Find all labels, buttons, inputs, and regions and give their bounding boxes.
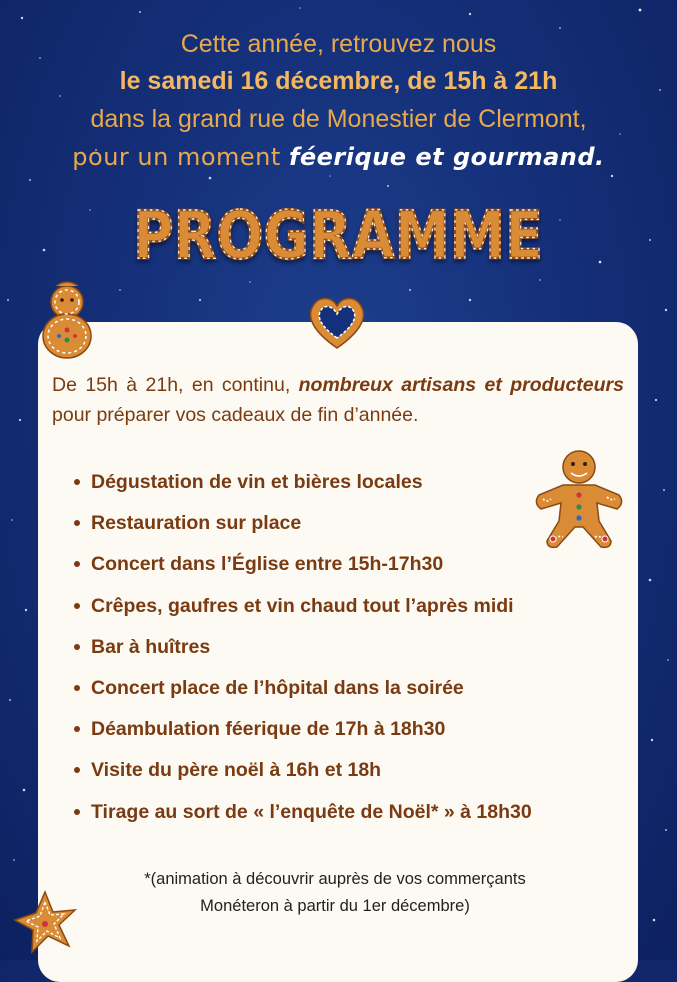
list-item: [74, 627, 532, 668]
list-item-label: Concert dans l’Église entre 15h-17h30: [91, 553, 444, 576]
list-item-label: Bar à huîtres: [91, 635, 211, 658]
list-item: [74, 462, 532, 503]
list-item: [74, 668, 532, 709]
bullet-icon: [74, 644, 80, 650]
list-item-label: Crêpes, gaufres et vin chaud tout l’après midi: [91, 594, 514, 617]
list-item: [74, 750, 532, 791]
list-item-label: Déambulation féerique de 17h à 18h30: [91, 718, 446, 741]
tagline-emphasis: féerique et gourmand.: [288, 143, 605, 171]
star-cookie-icon: [12, 890, 78, 956]
programme-list: [74, 462, 532, 833]
list-item: [74, 544, 532, 585]
bullet-icon: [74, 520, 80, 526]
heart-cookie-icon: [305, 292, 369, 352]
intro-prefix: De 15h à 21h, en continu,: [52, 374, 299, 396]
header-date-line: le samedi 16 décembre, de 15h à 21h: [119, 67, 558, 95]
list-item-label: Concert place de l’hôpital dans la soirée: [91, 676, 464, 699]
event-header: [0, 26, 677, 176]
bullet-icon: [74, 767, 80, 773]
programme-title-icing: PROGRAMME: [133, 197, 543, 274]
bullet-icon: [74, 479, 80, 485]
intro-emphasis: nombreux artisans et producteurs: [298, 374, 624, 396]
tagline-prefix: pour un moment: [72, 143, 289, 171]
list-item-label: Visite du père noël à 16h et 18h: [91, 759, 382, 782]
snowman-cookie-icon: [38, 280, 96, 362]
footnote-line-2: Monéteron à partir du 1er décembre): [200, 897, 470, 915]
header-location-line: dans la grand rue de Monestier de Clermont,: [90, 105, 587, 133]
bullet-icon: [74, 726, 80, 732]
bullet-icon: [74, 603, 80, 609]
header-line-1: Cette année, retrouvez nous: [180, 30, 497, 58]
bullet-icon: [74, 809, 80, 815]
programme-title-text: PROGRAMME: [133, 197, 543, 274]
list-item: [74, 792, 532, 833]
bullet-icon: [74, 685, 80, 691]
footnote: [80, 866, 590, 920]
bullet-icon: [74, 561, 80, 567]
programme-title: [120, 188, 560, 278]
list-item-label: Tirage au sort de « l’enquête de Noël* » à 18h30: [91, 800, 532, 823]
intro-paragraph: [52, 370, 624, 430]
gingerbread-man-icon: [533, 447, 625, 551]
list-item: [74, 586, 532, 627]
header-tagline: [0, 138, 677, 176]
list-item: [74, 709, 532, 750]
footnote-line-1: *(animation à découvrir auprès de vos commerçants: [144, 870, 526, 888]
list-item-label: Restauration sur place: [91, 512, 302, 535]
intro-suffix: pour préparer vos cadeaux de fin d’année.: [52, 404, 419, 426]
list-item-label: Dégustation de vin et bières locales: [91, 471, 423, 493]
list-item: [74, 503, 532, 544]
